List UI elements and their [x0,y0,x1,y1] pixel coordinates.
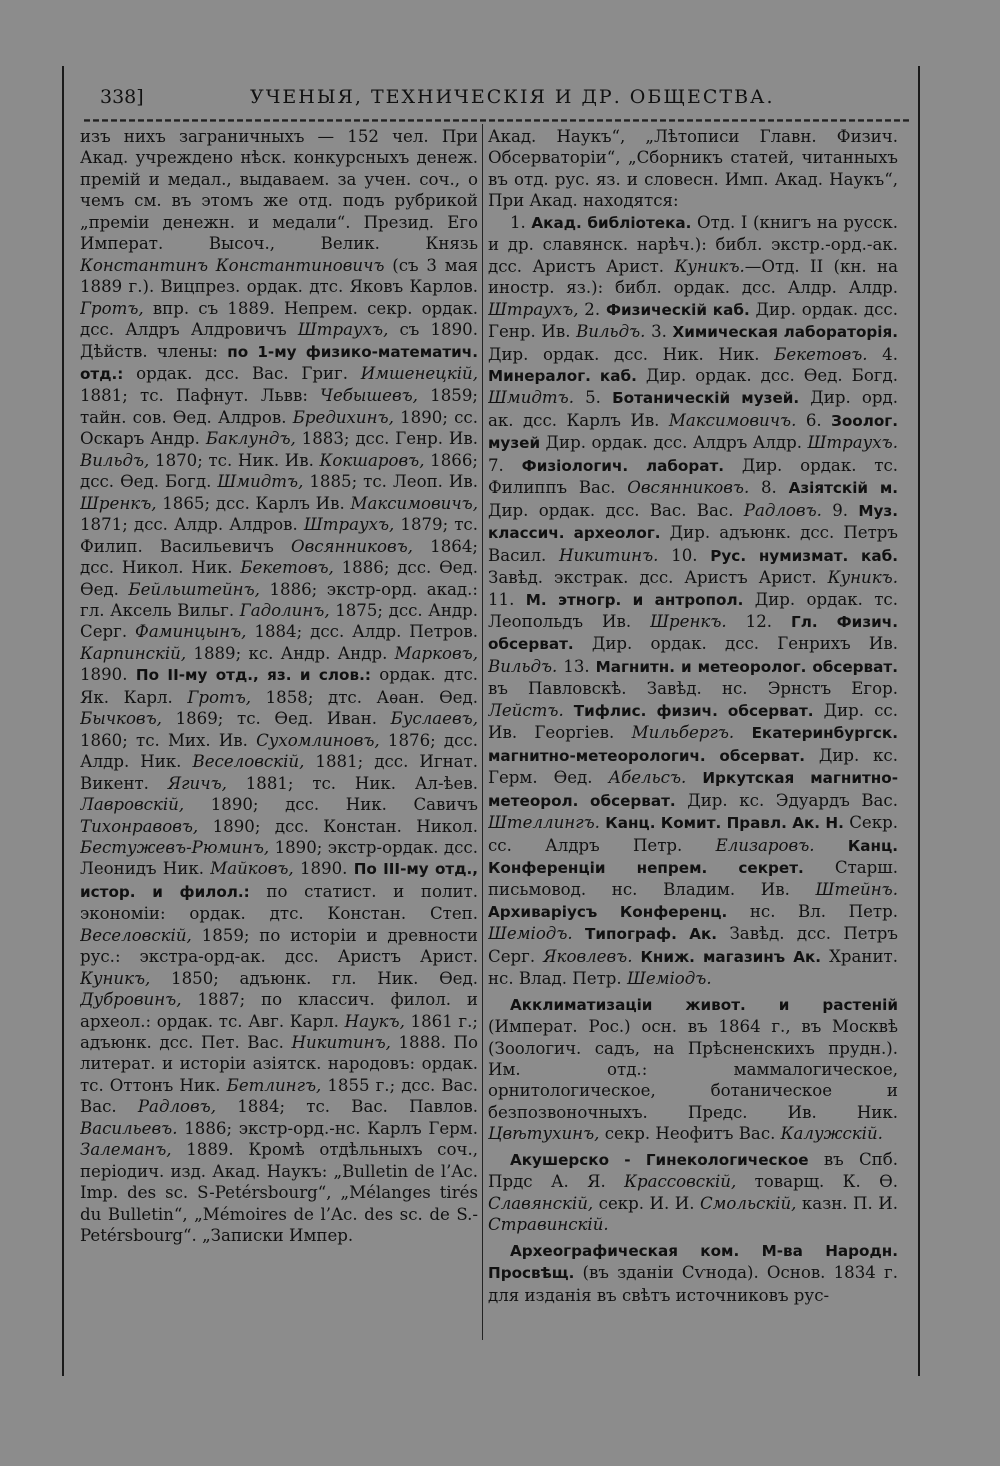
text-run: въ Павловскѣ. Завѣд. нс. Эрнстъ Егор. [488,679,898,699]
italic-name: Штраухъ, [488,299,579,319]
page-number: 338] [100,86,144,108]
text-run: Дир. кс. Герм. Ѳед. [488,745,898,788]
italic-name: Залеманъ, [80,1140,172,1160]
italic-name: Радловъ, [137,1097,217,1117]
text-run: 4. [867,344,898,364]
text-run: 1883; дсс. Генр. Ив. [295,429,478,449]
text-run: Дир. ордак. тс. Леопольдъ Ив. [488,589,898,631]
column-divider [482,124,483,1340]
right-column-intro [488,126,898,212]
italic-name: Куникъ. [827,568,898,588]
text-run: Дир. кс. Эдуардъ Вас. [675,790,898,810]
italic-name: Вильдъ. [576,322,646,342]
italic-name: Яковлевъ. [543,946,633,966]
text-run: 1881; тс. Ник. Ал-ѣев. [226,773,478,793]
text-run: 1876; дсс. Алдр. Ник. [80,730,478,772]
italic-name: Вильдъ. [488,656,558,676]
academy-institutions-list [488,212,898,990]
text-run: (Императ. Рос.) осн. въ 1864 г., въ Москвѣ (Зоологич. садъ, на Прѣсненскихъ прудн.). Им. отд.: маммалогическое, орнитологическое, ботаническое и безпозвоночныхъ. Предс. Ив. Ник. [488,1017,898,1122]
italic-name: Славянскій, [488,1193,594,1213]
italic-name: Максимовичъ. [668,410,797,430]
italic-name: Штраухъ, [297,320,389,340]
text-run: по статист. и полит. экономіи: ордак. дтс. Констан. Степ. [80,881,478,924]
society-entries [488,994,898,1306]
bold-heading: По III-му отд., истор. и филол.: [80,860,478,901]
text-run: 1889; кс. Андр. Андр. [186,643,395,663]
text-run: впр. съ 1889. Непрем. секр. ордак. дсс. Алдръ Алдровичъ [80,298,478,340]
text-run [686,768,702,787]
text-run: (въ зданіи Сѵнода). Основ. 1834 г. для изданія въ свѣтъ источниковъ рус- [488,1263,898,1305]
text-run: Хранит. нс. Влад. Петр. [488,946,898,989]
italic-name: Шмидтъ. [488,388,574,408]
bold-heading: Иркутская магнитно-метеорол. обсерват. [488,769,898,810]
italic-name: Овсянниковъ. [627,478,750,498]
italic-name: Кокшаровъ, [319,450,425,470]
text-run: 11. [488,589,526,609]
text-run: 1859; по исторіи и древности рус.: экстра-орд-ак. дсс. Аристъ Арист. [80,925,478,967]
text-run: 1890. [80,665,136,685]
text-run: 6. [796,410,832,430]
italic-name: Сухомлиновъ, [256,730,380,750]
text-run: 1890. [293,859,354,879]
text-run: ордак. дсс. Вас. Григ. [123,363,361,383]
society-entry [488,994,898,1145]
text-run: Акад. Наукъ“, „Лѣтописи Главн. Физич. Обсерваторіи“, „Сборникъ статей, читанныхъ въ отд. рус. яз. и словесн. Имп. Акад. Наукъ“, При Акад. находятся: [488,127,898,211]
bold-heading: Археографическая ком. М-ва Народн. Просвѣщ. [488,1241,898,1283]
text-run: казн. П. И. [796,1193,898,1213]
bold-heading: Зоолог. музей [488,411,898,453]
text-run: 1884; дсс. Алдр. Петров. [246,622,478,642]
right-column [488,126,898,1342]
text-run: 1890; дсс. Констан. Никол. [198,816,478,836]
italic-name: Никитинъ. [558,545,659,565]
italic-name: Лавровскій, [80,795,185,815]
text-run: 1. [510,212,532,232]
italic-name: Вильдъ, [80,450,150,470]
text-run: 1881; дсс. Игнат. Викент. [80,752,478,793]
italic-name: Имшенецкій, [360,363,478,383]
bold-heading: Акклиматизаціи живот. и растеній [510,995,898,1014]
text-run: 1864; дсс. Никол. Ник. [80,536,478,578]
text-run: 1870; тс. Ник. Ив. [149,450,320,470]
text-run: Дир. ордак. дсс. Генр. Ив. [488,299,898,342]
text-run: (съ 3 мая 1889 г.). Вицпрез. ордак. дтс. Яковъ Карлов. [80,255,478,297]
italic-name: Ягичъ, [167,773,227,793]
italic-name: Бредихинъ, [292,407,394,427]
bold-heading: Акад. библіотека. [531,213,692,232]
text-run: 2. [578,299,606,319]
bold-heading: М. этногр. и антропол. [525,590,744,609]
text-run: Дир. сс. Ив. Георгіев. [488,700,898,743]
italic-name: Наукъ, [344,1011,405,1031]
bold-heading: Ботаническій музей. [612,389,800,408]
bold-heading: Архиваріусъ Конференц. [488,902,728,921]
bold-heading: Азіятскій м. [788,479,898,498]
text-run: 1860; тс. Мих. Ив. [80,730,257,750]
text-run: изъ нихъ заграничныхъ — 152 чел. При Акад. учреждено нѣск. конкурсныхъ денеж. премій и медал., выдаваем. за учен. соч., о чемъ см. въ этомъ же отд. подъ рубрикой „преміи денежн. и медали“. Презид. Его Императ. Высоч., Велик. Князь [80,127,478,254]
italic-name: Цвѣтухинъ, [488,1124,600,1144]
italic-name: Бетлингъ, [226,1075,322,1095]
text-run: 1886; дсс. Ѳед. Ѳед. [80,558,478,599]
text-run: 1871; дсс. Алдр. Алдров. [80,515,304,535]
text-run: 1869; тс. Ѳед. Иван. [161,709,391,729]
text-run: ордак. дтс. Як. Карл. [80,665,478,707]
text-run: 13. [557,656,596,676]
italic-name: Майковъ, [210,859,294,879]
text-run: Завѣд. дсс. Петръ Серг. [488,924,898,966]
text-run: 1888. По литерат. и исторіи азіятск. народовъ: ордак. тс. Оттонъ Ник. [80,1033,478,1095]
italic-name: Смольскій, [699,1193,797,1213]
text-run: съ 1890. Дѣйств. члены: [80,320,478,361]
italic-name: Шеміодъ. [626,969,712,989]
italic-name: Крассовскій, [624,1172,737,1192]
text-run: Дир. ордак. дсс. Вас. Вас. [488,500,744,520]
text-run: —Отд. II (кн. на иностр. яз.): библ. ордак. дсс. Алдр. Алдр. [488,256,898,298]
text-run: 1861 г.; адъюнк. дсс. Пет. Вас. [80,1011,478,1053]
italic-name: Овсянниковъ, [290,536,413,556]
text-run [815,836,848,855]
italic-name: Мильбергъ. [631,723,735,743]
bold-heading: Канц. Конференціи непрем. секрет. [488,836,898,877]
bold-heading: Магнитн. и метеоролог. обсерват. [595,657,898,676]
text-run: Дир. ордак. дсс. Генрихъ Ив. [573,634,898,654]
italic-name: Штейнъ. [815,880,898,900]
text-run: 1889. Кромѣ отдѣльныхъ соч., періодич. изд. Акад. Наукъ: „Bulletin de l’Ac. Imp. des sc. S-Petérsbourg“, „Mélanges tirés du Bulletin“, „Mémoires de l’Ac. des sc. de S.-Petérsbourg“. „Записки Импер. [80,1140,478,1246]
italic-name: Константинъ Константиновичъ [80,255,385,275]
text-run [734,723,751,742]
running-title: УЧЕНЫЯ, ТЕХНИЧЕСКІЯ И ДР. ОБЩЕСТВА. [250,86,775,108]
italic-name: Бейльштейнъ, [128,579,260,599]
italic-name: Абельсъ. [608,768,687,788]
text-run: 1881; тс. Пафнут. Львв: [80,386,321,406]
italic-name: Гротъ, [187,687,252,707]
text-run: Дир. ордак. дсс. Алдръ Алдр. [540,433,808,453]
italic-name: Чебышевъ, [320,386,418,406]
bold-heading: по 1-му физико-математич. отд.: [80,342,478,383]
text-run: 1866; дсс. Ѳед. Богд. [80,450,478,492]
italic-name: Куникъ. [674,256,745,276]
bold-heading: По II-му отд., яз. и слов.: [135,666,371,685]
italic-name: Шмидтъ, [217,472,304,492]
italic-name: Гротъ, [80,298,144,318]
text-run: 8. [749,478,789,498]
text-run: 1886; экстр-орд.-нс. Карлъ Герм. [177,1118,478,1138]
text-run: 1850; адъюнк. гл. Ник. Ѳед. [150,968,478,988]
text-run: Отд. I (книгъ на русск. и др. славянск. нарѣч.): библ. экстр.-орд.-ак. дсс. Аристъ Арист. [488,212,898,276]
italic-name: Фаминцынъ, [135,622,247,642]
bold-heading: Книж. магазинъ Ак. [640,947,822,966]
page-header [100,86,910,116]
text-run: 1886; экстр-орд. акад.: гл. Аксель Вильг. [80,579,478,620]
bold-heading: Химическая лабораторія. [672,323,898,342]
text-run: нс. Вл. Петр. [727,901,898,921]
text-run: 3. [645,322,673,342]
italic-name: Веселовскій, [80,925,192,945]
text-run: 1890; экстр-ордак. дсс. Леонидъ Ник. [80,837,478,879]
text-run [573,924,585,943]
italic-name: Лейстъ. [488,700,564,720]
bold-heading: Гл. Физич. обсерват. [488,612,898,654]
italic-name: Бестужевъ-Рюминъ, [80,837,270,857]
text-run: въ Спб. Прдс А. Я. [488,1149,898,1192]
text-run: 1858; дтс. Аѳан. Ѳед. [251,687,478,707]
text-run [564,701,574,720]
italic-name: Куникъ, [80,968,151,988]
italic-name: Штраухъ, [303,515,395,535]
italic-name: Шренкъ, [80,493,157,513]
italic-name: Буслаевъ, [390,709,478,729]
text-run: 1879; тс. Филип. Васильевичъ [80,515,478,556]
text-run: секр. И. И. [593,1193,700,1213]
italic-name: Штраухъ. [807,433,898,453]
bold-heading: Типограф. Ак. [585,925,718,944]
text-run: Дир. ордак. дсс. Ѳед. Богд. [636,365,898,385]
italic-name: Бекетовъ. [774,344,868,364]
bold-heading: Екатеринбургск. магнитно-метеорологич. обсерват. [488,724,898,765]
italic-name: Бычковъ, [80,709,162,729]
text-run: 7. [488,455,522,475]
text-run: 1859; тайн. сов. Ѳед. Алдров. [80,386,478,427]
bold-heading: Физическій каб. [605,300,750,319]
text-run: 10. [658,545,711,565]
italic-name: Баклундъ, [205,429,296,449]
italic-name: Калужскій. [780,1124,883,1144]
text-run: 1887; по классич. филол. и археол.: ордак. тс. Авг. Карл. [80,990,478,1031]
text-run: Старш. письмовод. нс. Владим. Ив. [488,857,898,900]
text-run: 1875; дсс. Андр. Серг. [80,600,478,642]
text-run: товарщ. К. Ѳ. [736,1172,898,1192]
text-run: 12. [726,611,792,631]
text-run: 1890; сс. Оскаръ Андр. [80,407,478,449]
italic-name: Гадолинъ, [239,600,330,620]
bold-heading: Физіологич. лаборат. [521,456,725,475]
text-run: 1884; тс. Вас. Павлов. [216,1097,478,1117]
text-run: Дир. ордак. дсс. Ник. Ник. [488,344,775,364]
text-run: 5. [573,388,613,408]
text-run: 9. [821,500,859,520]
text-run: 1885; тс. Леоп. Ив. [303,472,478,492]
italic-name: Стравинскій. [488,1215,609,1235]
society-entry [488,1240,898,1306]
left-column [80,126,478,1342]
italic-name: Веселовскій, [192,752,305,772]
text-run: секр. Неофитъ Вас. [599,1124,781,1144]
italic-name: Елизаровъ. [715,835,815,855]
italic-name: Марковъ, [394,643,478,663]
text-run [632,947,640,966]
italic-name: Васильевъ. [80,1118,178,1138]
italic-name: Шеміодъ. [488,924,573,944]
italic-name: Никитинъ, [291,1033,391,1053]
italic-name: Радловъ. [743,500,822,520]
italic-name: Дубровинъ, [80,990,182,1010]
bold-heading: Канц. Комит. Правл. Ак. Н. [605,814,844,833]
text-run: 1855 г.; дсс. Вас. Вас. [80,1075,478,1117]
text-run: Завѣд. экстрак. дсс. Аристъ Арист. [488,568,828,588]
society-entry [488,1149,898,1236]
italic-name: Шренкъ. [650,611,727,631]
bold-heading: Тифлис. физич. обсерват. [573,701,814,720]
italic-name: Штеллингъ. [488,813,600,833]
bold-heading: Акушерско - Гинекологическое [510,1150,809,1169]
text-run: Дир. ордак. тс. Филиппъ Вас. [488,455,898,498]
italic-name: Карпинскій, [80,643,187,663]
italic-name: Бекетовъ, [240,558,334,578]
italic-name: Тихонравовъ, [80,816,199,836]
bold-heading: Минералог. каб. [488,366,637,385]
bold-heading: Муз. классич. археолог. [488,501,898,543]
left-column-text [80,126,478,1247]
text-run: 1890; дсс. Ник. Савичъ [184,795,478,815]
text-run: 1865; дсс. Карлъ Ив. [156,493,351,513]
italic-name: Максимовичъ, [350,493,478,513]
text-run: Дир. адъюнк. дсс. Петръ Васил. [488,523,898,565]
bold-heading: Рус. нумизмат. каб. [710,546,898,565]
text-run: Секр. сс. Алдръ Петр. [488,813,898,855]
text-run: Дир. орд. ак. дсс. Карлъ Ив. [488,388,898,430]
